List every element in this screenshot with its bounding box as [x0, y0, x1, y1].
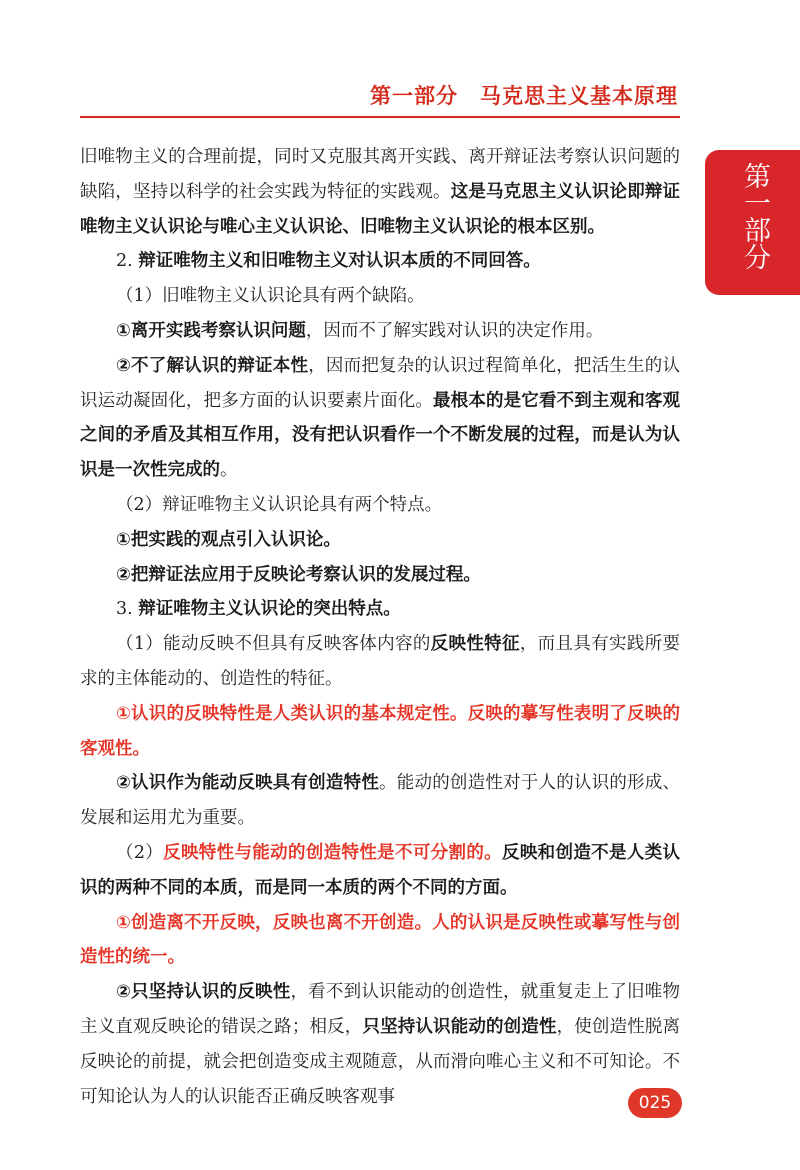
bold-text: 辩证唯物主义认识论的突出特点。 — [138, 599, 401, 620]
bold-text: 反映性特征 — [430, 634, 520, 655]
paragraph — [80, 244, 680, 279]
text-run: 3. — [116, 599, 139, 620]
page-header — [80, 72, 680, 118]
highlight-red-text: ①创造离不开反映，反映也离不开创造。人的认识是反映性或摹写性与创造性的统一。 — [80, 912, 680, 968]
bold-text: 反映和创造不是人类认识的两种不同的本质，而是同一本质的两个不同的方面。 — [80, 842, 681, 898]
paragraph — [80, 766, 680, 836]
paragraph — [80, 906, 680, 976]
paragraph — [80, 279, 680, 314]
bold-text: 辩证唯物主义和旧唯物主义对认识本质的不同回答。 — [138, 251, 541, 272]
paragraph — [80, 140, 680, 244]
highlight-red-text: 反映特性与能动的创造特性是不可分割的。 — [163, 842, 502, 863]
bold-text: ②把辩证法应用于反映论考察认识的发展过程。 — [116, 564, 481, 585]
chapter-tab-label: 第一部分 — [739, 162, 770, 270]
highlight-red-text: ①认识的反映特性是人类认识的基本规定性。反映的摹写性表明了反映的客观性。 — [80, 703, 680, 759]
bold-text: ①把实践的观点引入认识论。 — [116, 529, 341, 550]
paragraph — [80, 975, 680, 1114]
text-run: 旧唯物主义的合理前提，同时又克服其离开实践、离开辩证法考察认识问题的缺陷，坚持以科学的社会实践为特征的实践观。 — [80, 147, 680, 202]
bold-text: ②不了解认识的辩证本性 — [116, 355, 309, 376]
text-run: （2）辩证唯物主义认识论具有两个特点。 — [116, 494, 443, 515]
text-run: ，因而把复杂的认识过程简单化，把活生生的认识运动凝固化，把多方面的认识要素片面化。 — [80, 355, 680, 411]
section-title: 第一部分 马克思主义基本原理 — [370, 84, 678, 108]
paragraph — [80, 314, 680, 349]
text-run: ，使创造性脱离反映论的前提，就会把创造变成主观随意，从而滑向唯心主义和不可知论。不可知论认为人的认识能否正确反映客观事 — [80, 1016, 681, 1107]
text-run: 。能动的创造性对于人的认识的形成、发展和运用尤为重要。 — [80, 773, 680, 829]
paragraph — [80, 558, 680, 593]
bold-text: ①离开实践考察认识问题 — [116, 320, 306, 341]
text-run: （2） — [116, 842, 164, 863]
body-text — [80, 140, 680, 1114]
text-run: ，而且具有实践所要求的主体能动的、创造性的特征。 — [80, 634, 681, 689]
paragraph — [80, 697, 680, 767]
bold-text: 只坚持认识能动的创造性 — [362, 1016, 557, 1037]
paragraph — [80, 523, 680, 558]
paragraph — [80, 627, 680, 697]
text-run: ，因而不了解实践对认识的决定作用。 — [305, 320, 604, 341]
bold-text: 这是马克思主义认识论即辩证唯物主义认识论与唯心主义认识论、旧唯物主义认识论的根本区别。 — [80, 181, 681, 237]
bold-text: ②只坚持认识的反映性 — [116, 982, 291, 1003]
text-run: 。 — [220, 460, 238, 481]
bold-text: ②认识作为能动反映具有创造特性 — [116, 773, 380, 794]
paragraph — [80, 488, 680, 523]
chapter-side-tab — [705, 150, 800, 295]
paragraph — [80, 836, 680, 906]
text-run: 2. — [116, 251, 139, 272]
text-run: （1）旧唯物主义认识论具有两个缺陷。 — [116, 286, 425, 307]
paragraph — [80, 592, 680, 627]
text-run: ，看不到认识能动的创造性，就重复走上了旧唯物主义直观反映论的错误之路；相反， — [80, 982, 680, 1037]
text-run: （1）能动反映不但具有反映客体内容的 — [116, 634, 431, 655]
bold-text: 最根本的是它看不到主观和客观之间的矛盾及其相互作用，没有把认识看作一个不断发展的过程，而是认为认识是一次性完成的 — [80, 390, 681, 481]
paragraph — [80, 349, 680, 488]
page-number: 025 — [628, 1088, 682, 1118]
